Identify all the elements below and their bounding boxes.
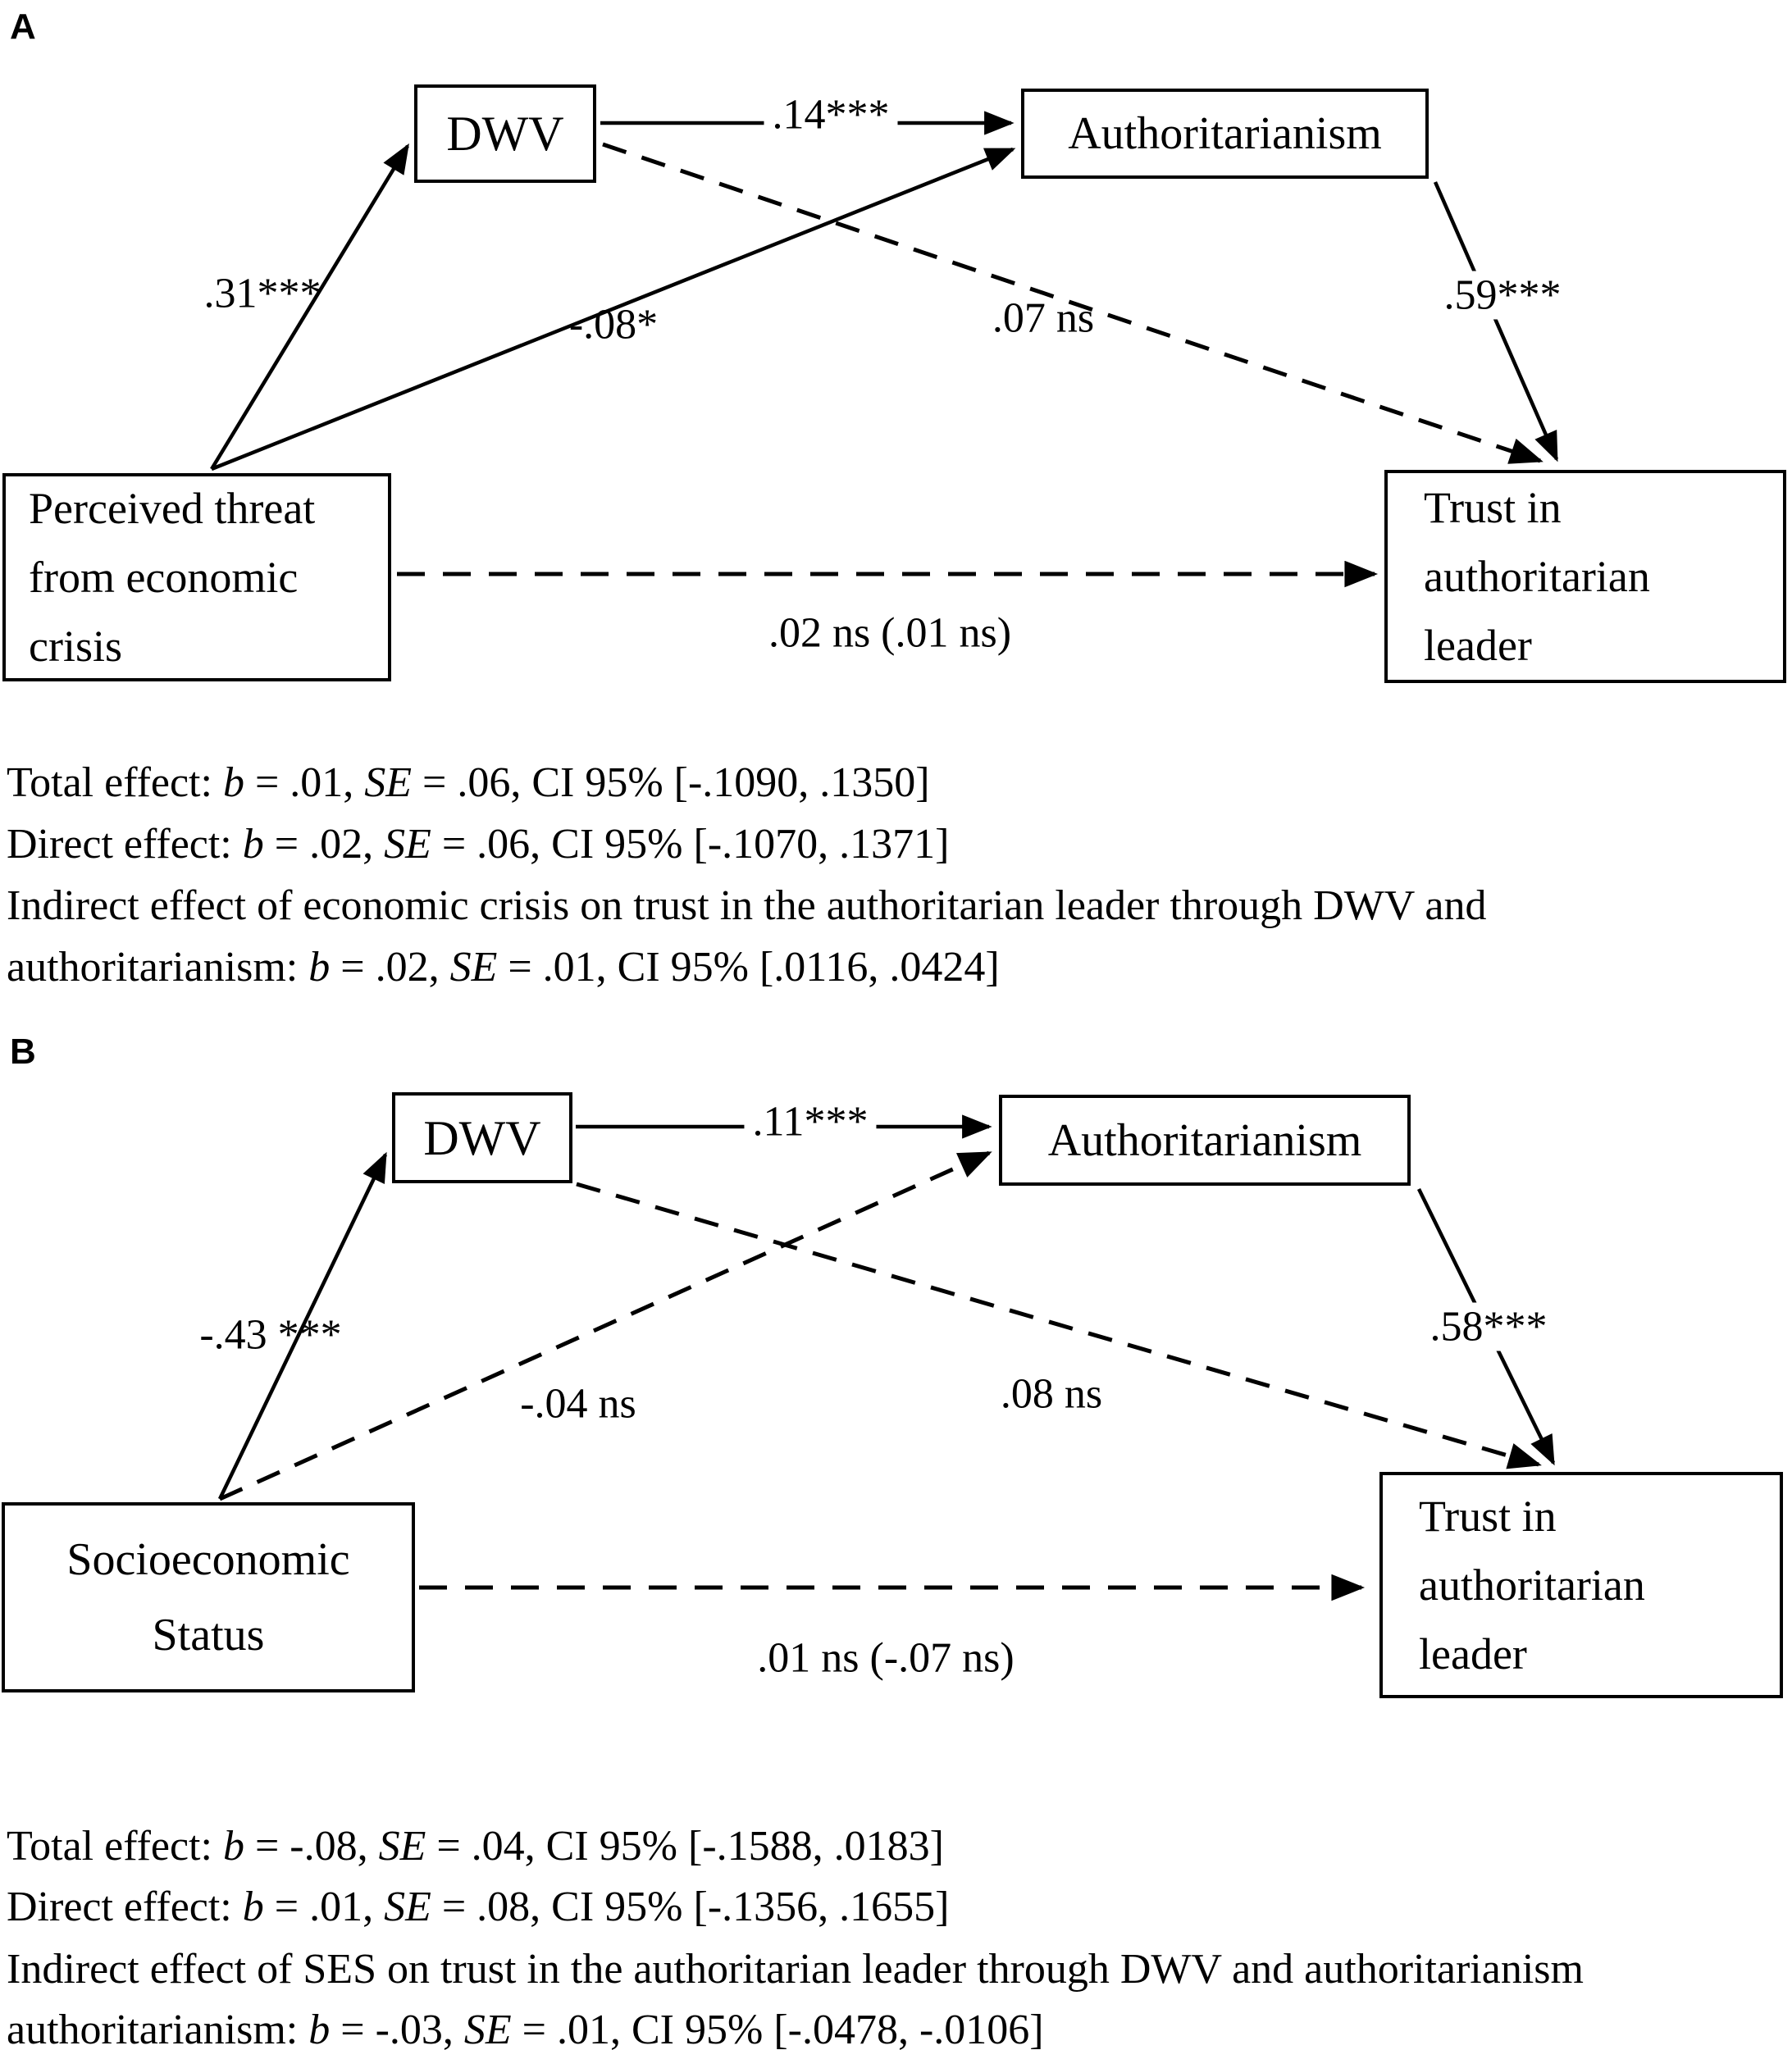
- panel-a-label: A: [10, 7, 36, 47]
- box-b-outcome: Trust in authoritarian leader: [1379, 1472, 1783, 1698]
- box-b-dwv: DWV: [392, 1092, 572, 1183]
- coef-a-predictor-to-dwv: .31***: [203, 270, 321, 317]
- panel-a-direct-effect: Direct effect: b = .02, SE = .06, CI 95% [-.1070, .1371]: [7, 821, 950, 868]
- panel-b-label: B: [10, 1032, 36, 1072]
- coef-a-auth-to-outcome: .59***: [1436, 271, 1570, 320]
- arrow-b-dwv-to-outcome: [577, 1184, 1539, 1465]
- panel-b-indirect-effect-cont: authoritarianism: b = -.03, SE = .01, CI 95% [-.0478, -.0106]: [7, 2007, 1044, 2050]
- box-a-predictor: Perceived threat from economic crisis: [2, 473, 391, 681]
- coef-b-dwv-to-outcome: .08 ns: [1000, 1370, 1103, 1418]
- coef-b-direct: .01 ns (-.07 ns): [757, 1634, 1015, 1682]
- box-b-authoritarianism: Authoritarianism: [999, 1095, 1411, 1186]
- coef-a-direct: .02 ns (.01 ns): [768, 609, 1012, 657]
- panel-a-indirect-effect-cont: authoritarianism: b = .02, SE = .01, CI 95% [.0116, .0424]: [7, 944, 1000, 991]
- panel-b-indirect-effect: Indirect effect of SES on trust in the authoritarian leader through DWV and authoritarianism: [7, 1946, 1584, 1993]
- coef-b-predictor-to-dwv: -.43 ***: [199, 1311, 342, 1359]
- box-a-outcome: Trust in authoritarian leader: [1384, 470, 1786, 683]
- coef-a-dwv-to-auth: .14***: [764, 91, 898, 139]
- panel-a-indirect-effect: Indirect effect of economic crisis on trust in the authoritarian leader through DWV and: [7, 882, 1487, 929]
- coef-b-predictor-to-auth: -.04 ns: [512, 1380, 645, 1428]
- panel-b-direct-effect: Direct effect: b = .01, SE = .08, CI 95% [-.1356, .1655]: [7, 1884, 950, 1930]
- arrow-a-auth-to-outcome: [1435, 182, 1557, 459]
- box-a-authoritarianism: Authoritarianism: [1021, 89, 1429, 179]
- coef-b-auth-to-outcome: .58***: [1422, 1303, 1556, 1351]
- coef-a-dwv-to-outcome: .07 ns: [992, 294, 1095, 342]
- panel-b-total-effect: Total effect: b = -.08, SE = .04, CI 95% [-.1588, .0183]: [7, 1823, 944, 1870]
- box-a-dwv: DWV: [414, 84, 596, 183]
- coef-a-predictor-to-auth: -.08*: [568, 301, 659, 348]
- box-b-predictor: Socioeconomic Status: [2, 1502, 415, 1692]
- coef-b-dwv-to-auth: .11***: [744, 1098, 876, 1146]
- panel-a-total-effect: Total effect: b = .01, SE = .06, CI 95% [-.1090, .1350]: [7, 759, 930, 806]
